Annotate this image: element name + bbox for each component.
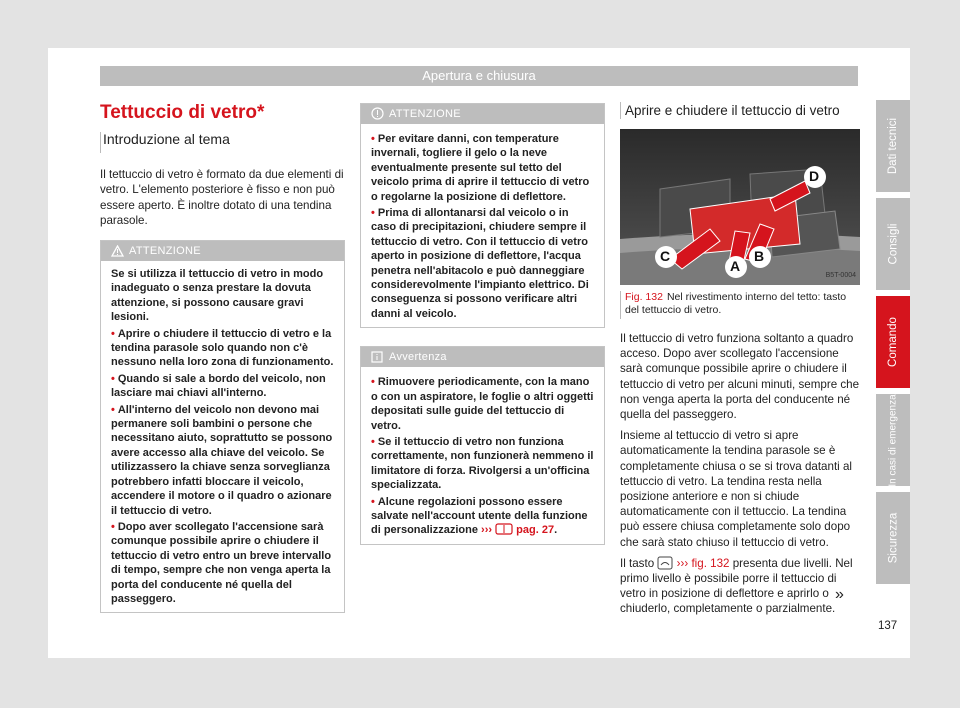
tab-consigli[interactable]: Consigli	[876, 198, 910, 290]
warning-label-2: ATTENZIONE	[389, 108, 461, 120]
warning-box	[100, 240, 345, 613]
note-bullet: • Rimuovere periodicamente, con la mano o con un aspiratore, le foglie o altri oggetti depositati sulle guide del tettuccio di vetro.	[371, 376, 594, 432]
tab-emergenza[interactable]: In casi di emergenza	[876, 394, 910, 486]
section-title: Tettuccio di vetro*	[100, 102, 265, 123]
figure-label-b: B	[754, 248, 765, 264]
continue-marker: »	[835, 586, 844, 603]
note-bullet: • Alcune regolazioni possono essere salvate nell'account utente della funzione di personalizzazione ››› pag. 27.	[371, 495, 588, 537]
note-bullet: • Se il tettuccio di vetro non funziona correttamente, non funzionerà nemmeno il limitatore di forza. Rivolgersi a un'officina specializzata.	[371, 435, 594, 492]
warning-label: ATTENZIONE	[129, 245, 201, 258]
roof-button-icon	[657, 557, 673, 570]
warning-bullet: • Aprire o chiudere il tettuccio di vetro e la tendina parasole solo quando non c'è nessuno nella loro zona di funzionamento.	[111, 327, 334, 369]
subsection-title: Aprire e chiudere il tettuccio di vetro	[620, 102, 860, 119]
right-column	[620, 100, 860, 617]
tab-comando[interactable]: Comando	[876, 296, 910, 388]
body-paragraph-1: Il tettuccio di vetro funziona soltanto a quadro acceso. Dopo aver scollegato l'accensione sarà comunque possibile aprire o chiudere il tettuccio di vetro per alcuni minuti, sempre che non venga aperta la porta del conducente né quella del passeggero.	[620, 332, 860, 422]
warning-header	[101, 241, 344, 261]
page-ref-link[interactable]: pag. 27	[516, 524, 555, 537]
figure-caption: Fig. 132 Nel rivestimento interno del tetto: tasto del tettuccio di vetro.	[620, 291, 860, 319]
figure-ref-link[interactable]: fig. 132	[691, 556, 730, 570]
warning-header-2	[361, 104, 604, 124]
page-number: 137	[878, 620, 898, 632]
info-square-icon	[371, 350, 383, 370]
warning-bullet: • Per evitare danni, con temperature invernali, togliere il gelo o la neve eventualmente presente sul tetto del veicolo prima di aprire il tettuccio di vetro o regolarne la posizione di deflettore.	[371, 133, 590, 203]
figure-label-a: A	[730, 258, 741, 274]
note-header	[361, 347, 604, 367]
roof-control-figure	[620, 129, 860, 285]
body-paragraph-2: Insieme al tettuccio di vetro si apre automaticamente la tendina parasole se è completamente chiusa o se si trova datanti al tettuccio di vetro. La tendina resta nella posizione anteriore e non si chiude automaticamente con il tettuccio. La tendina può essere chiusa completamente solo dopo che sarà stato chiuso il tettuccio di vetro.	[620, 429, 852, 549]
body-paragraph-3: Il tasto ››› fig. 132 presenta due livelli. Nel primo livello è possibile porre il tettuccio di vetro in posizione di deflettore e aprirlo o chiuderlo, completamente o parzialmente.	[620, 556, 853, 616]
warning-intro: Se si utilizza il tettuccio di vetro in modo inadeguato o senza prestare la dovuta attenzione, si possono causare gravi lesioni.	[111, 268, 324, 324]
subtitle-block	[100, 132, 345, 153]
warning-box-2	[360, 103, 605, 328]
figure-code: B5T-0004	[825, 271, 856, 279]
warning-bullet: • All'interno del veicolo non devono mai permanere soli bambini o persone che necessitano aiuto, soprattutto se possono avere accesso alla chiave del veicolo. Se utilizzassero la chiave senza sorveglianza potrebbero infatti bloccare il veicolo, accendere il motore o il quadro o azionare il tettuccio di vetro.	[111, 403, 333, 517]
warning-bullet: • Quando si sale a bordo del veicolo, non lasciare mai chiavi all'interno.	[111, 372, 326, 400]
tab-sicurezza[interactable]: Sicurezza	[876, 492, 910, 584]
intro-paragraph: Il tettuccio di vetro è formato da due elementi di vetro. L'elemento posteriore è fisso e non può essere aperto. È inoltre dotato di una tendina parasole.	[100, 168, 344, 227]
cross-ref-arrow: ›››	[481, 524, 493, 537]
info-circle-icon	[371, 107, 384, 127]
warning-body-2	[361, 124, 604, 327]
figure-number: Fig. 132	[625, 291, 663, 303]
figure-label-d: D	[809, 168, 820, 184]
note-box	[360, 346, 605, 544]
warning-triangle-icon	[111, 244, 124, 264]
figure-label-c: C	[660, 248, 671, 264]
note-body	[361, 367, 604, 543]
chapter-header: Apertura e chiusura	[100, 66, 858, 86]
section-subtitle: Introduzione al tema	[103, 131, 230, 147]
warning-bullet: • Dopo aver scollegato l'accensione sarà comunque possibile aprire o chiudere il tettuccio di vetro entro un breve intervallo di tempo, sempre che non venga aperta la porta del conducente né quella del passeggero.	[111, 520, 332, 605]
warning-bullet: • Prima di allontanarsi dal veicolo o in caso di precipitazioni, chiudere sempre il tettuccio di vetro. Con il tettuccio di vetro aperto in posizione di deflettore, l'acqua penetra nell'abitacolo e può danneggiare considerevolmente l'impianto elettrico. Di conseguenza si possono verificare altri danni al veicolo.	[371, 207, 589, 320]
book-icon	[495, 524, 513, 536]
tab-dati-tecnici[interactable]: Dati tecnici	[876, 100, 910, 192]
note-label: Avvertenza	[389, 351, 447, 364]
warning-body	[101, 261, 344, 612]
left-column	[100, 100, 345, 613]
middle-column	[360, 100, 605, 545]
